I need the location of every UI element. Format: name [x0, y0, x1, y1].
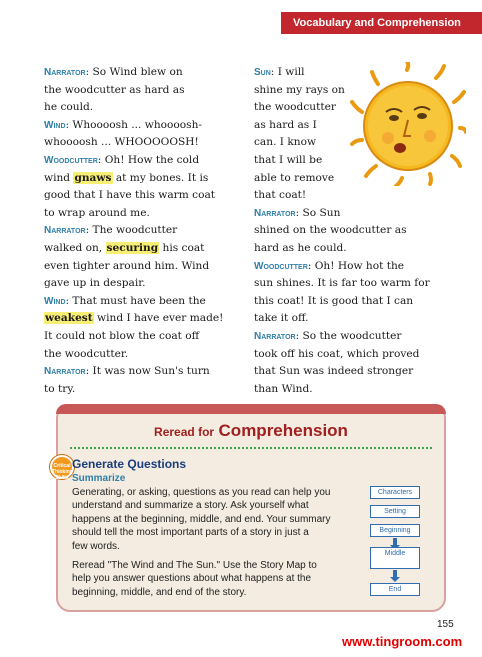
story-line [44, 64, 244, 82]
story-text: whoooosh ... WHOOOOOSH! [44, 136, 199, 149]
story-map-characters: Characters [370, 486, 420, 499]
badge-line-3: Skills [55, 475, 69, 481]
speaker-name: Wind [44, 295, 66, 307]
story-line [44, 293, 244, 311]
story-text: : It was now Sun's turn [85, 365, 210, 378]
story-text: can. I know [254, 136, 317, 149]
watermark-link[interactable]: www.tingroom.com [342, 634, 463, 649]
story-text: good that I have this warm coat [44, 189, 216, 202]
story-line [44, 258, 244, 276]
story-line [44, 134, 244, 152]
story-line [44, 152, 244, 170]
paragraph-line: happens at the beginning, middle, and end. Your summary [72, 513, 331, 525]
story-text: gave up in despair. [44, 277, 146, 290]
story-map-arrow [393, 570, 397, 578]
story-text: : So Wind blew on [85, 66, 183, 78]
paragraph-line: understand and summarize a story. Ask yourself what [72, 500, 309, 512]
story-line [254, 205, 454, 223]
paragraph-line: Generating, or asking, questions as you read can help you [72, 487, 331, 498]
speaker-name: Woodcutter [254, 260, 308, 272]
story-line [44, 310, 244, 328]
critical-thinking-badge-icon [50, 455, 74, 479]
story-text: wind [44, 171, 74, 184]
story-text: took off his coat, which proved [254, 347, 420, 360]
story-text: : Oh! How the cold [97, 153, 200, 166]
story-text: than Wind. [254, 382, 313, 395]
story-line [254, 328, 454, 346]
speaker-name: Narrator [44, 366, 86, 378]
speaker-name: Narrator [44, 225, 86, 237]
story-line [254, 222, 454, 240]
story-map-middle: Middle [370, 547, 420, 569]
story-text: : Whoooosh ... whoooosh- [65, 118, 202, 131]
reread-panel-top-bar [56, 404, 446, 414]
story-map-beginning: Beginning [370, 524, 420, 537]
story-text: that Sun was indeed stronger [254, 365, 414, 378]
speaker-name: Woodcutter [44, 154, 98, 166]
story-map-setting: Setting [370, 505, 420, 518]
subsection-title: Summarize [72, 473, 126, 484]
story-map-end: End [370, 583, 420, 596]
story-line [44, 328, 244, 346]
paragraph-line: should tell the most important parts of a story in just a [72, 527, 309, 539]
badge-line-1: Critical [53, 463, 71, 469]
speaker-name: Narrator [254, 330, 296, 342]
story-line [44, 363, 244, 381]
story-line [44, 381, 244, 399]
speaker-name: Narrator [44, 67, 86, 78]
story-line [254, 187, 454, 205]
story-text: shine my rays on [254, 83, 345, 96]
story-text: wind I have ever made! [93, 312, 224, 325]
story-text: : The woodcutter [85, 224, 178, 237]
story-text: as hard as I [254, 118, 317, 131]
story-map [370, 486, 420, 598]
section-title: Generate Questions [72, 457, 187, 471]
story-line [254, 275, 454, 293]
story-text: that I will be [254, 153, 323, 166]
paragraph-line: beginning, middle, and end of the story. [72, 586, 247, 598]
story-text: sun shines. It is far too warm for [254, 277, 430, 290]
story-text: the woodcutter. [44, 347, 129, 360]
paragraph-line: help you answer questions about what happens at the [72, 573, 312, 585]
story-line [254, 363, 454, 381]
story-line [44, 187, 244, 205]
story-text: : So Sun [295, 206, 341, 219]
paragraph-2 [72, 559, 317, 599]
story-text: : I will [270, 66, 305, 78]
chapter-header: Vocabulary and Comprehension [281, 12, 482, 34]
speaker-name: Wind [44, 119, 66, 131]
vocab-word: securing [106, 241, 159, 254]
story-line [44, 222, 244, 240]
story-line [254, 381, 454, 399]
story-line [44, 205, 244, 223]
story-line [254, 346, 454, 364]
page-number: 155 [437, 619, 454, 630]
story-line [44, 346, 244, 364]
story-line [254, 258, 454, 276]
story-left-column [44, 64, 244, 398]
story-text: that coat! [254, 189, 307, 202]
story-text: his coat [159, 241, 205, 254]
badge-line-2: Thinking [52, 469, 73, 475]
story-map-arrow [393, 538, 397, 546]
story-line [44, 275, 244, 293]
story-line [254, 293, 454, 311]
story-text: It could not blow the coat off [44, 329, 200, 342]
reread-title-small: Reread for [154, 425, 215, 439]
reread-title-big: Comprehension [218, 421, 348, 440]
story-text: hard as he could. [254, 241, 347, 254]
story-text: he could. [44, 101, 94, 114]
story-line [44, 170, 244, 188]
story-line [44, 82, 244, 100]
dotted-divider [70, 447, 432, 449]
paragraph-line: few words. [72, 540, 120, 552]
speaker-name: Sun [254, 67, 271, 78]
vocab-word: gnaws [74, 171, 112, 184]
story-text: even tighter around him. Wind [44, 259, 210, 272]
paragraph-1 [72, 486, 331, 553]
story-text: : That must have been the [65, 294, 206, 307]
story-text: the woodcutter [254, 101, 336, 114]
speaker-name: Narrator [254, 207, 296, 219]
story-text: to try. [44, 382, 76, 395]
story-text: take it off. [254, 312, 309, 325]
story-line [254, 310, 454, 328]
story-text: at my bones. It is [112, 171, 209, 184]
story-text: to wrap around me. [44, 206, 150, 219]
vocab-word: weakest [45, 312, 93, 325]
story-text: this coat! It is good that I can [254, 294, 414, 307]
paragraph-line: Reread "The Wind and The Sun." Use the Story Map to [72, 560, 317, 571]
story-text: able to remove [254, 171, 335, 184]
story-text: shined on the woodcutter as [254, 224, 407, 237]
story-line [44, 117, 244, 135]
story-line [254, 240, 454, 258]
story-text: : Oh! How hot the [307, 259, 405, 272]
story-line [44, 99, 244, 117]
reread-title [56, 421, 446, 441]
story-text: the woodcutter as hard as [44, 83, 185, 96]
story-line [44, 240, 244, 258]
story-text: walked on, [44, 241, 106, 254]
sun-face-icon [348, 62, 466, 186]
story-text: : So the woodcutter [295, 329, 402, 342]
